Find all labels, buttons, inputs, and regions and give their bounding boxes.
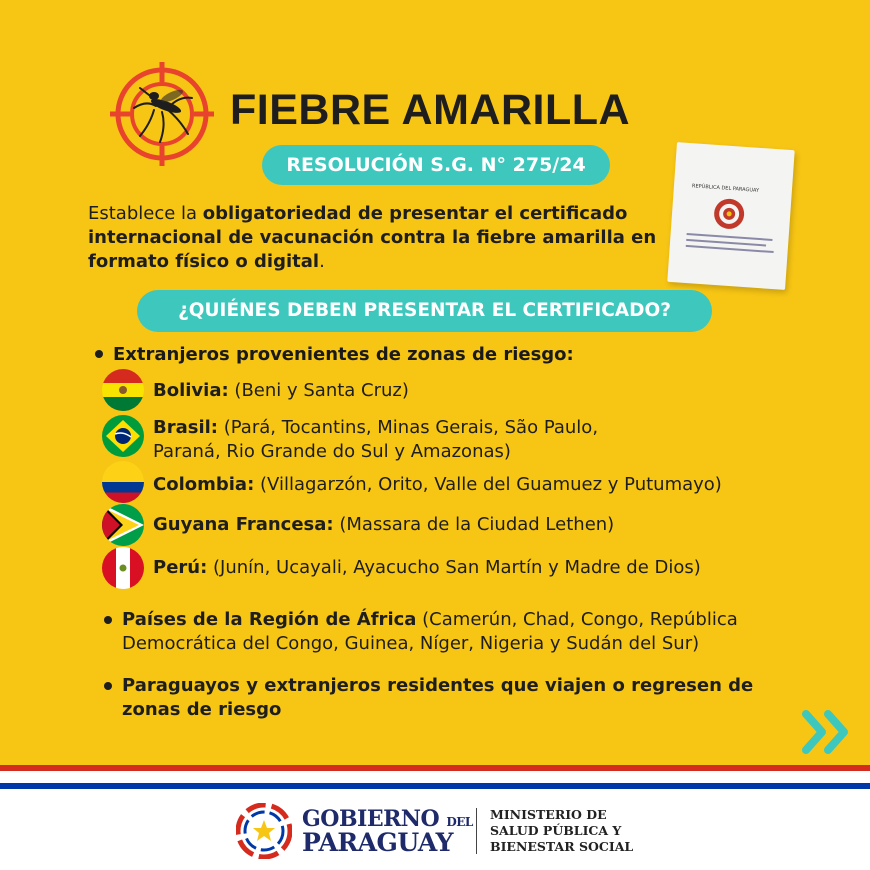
- intro-suffix: .: [319, 251, 325, 272]
- mosquito-target-icon: [110, 62, 214, 166]
- paraguay-flag-stripes: [0, 765, 870, 789]
- section-heading: Extranjeros provenientes de zonas de riesgo:: [113, 344, 574, 365]
- country-row: [153, 513, 614, 537]
- country-name: Bolivia:: [153, 380, 229, 401]
- ministry-line-1: MINISTERIO DE: [490, 807, 607, 822]
- bullet-icon: [104, 682, 112, 690]
- document-header: REPÚBLICA DEL PARAGUAY: [691, 183, 760, 194]
- africa-item: [122, 608, 822, 656]
- resolution-badge: RESOLUCIÓN S.G. N° 275/24: [262, 145, 610, 185]
- bullet-icon: [104, 616, 112, 624]
- paraguay-text: PARAGUAY: [302, 828, 453, 857]
- brazil-flag-icon: [102, 415, 144, 457]
- ministry-name: [490, 807, 633, 855]
- bullet-icon: [95, 350, 103, 358]
- country-name: Guyana Francesa:: [153, 514, 334, 535]
- country-regions: (Villagarzón, Orito, Valle del Guamuez y Putumayo): [260, 474, 722, 495]
- country-row: [153, 379, 409, 403]
- country-regions: (Beni y Santa Cruz): [234, 380, 409, 401]
- residents-item: Paraguayos y extranjeros residentes que viajen o regresen de zonas de riesgo: [122, 675, 754, 720]
- guyana-flag-icon: [102, 504, 144, 546]
- country-regions-continued: Paraná, Rio Grande do Sul y Amazonas): [153, 441, 511, 462]
- gobierno-paraguay-logo-icon: [236, 803, 292, 859]
- colombia-flag-icon: [102, 461, 144, 503]
- intro-prefix: Establece la: [88, 203, 203, 224]
- page-title: FIEBRE AMARILLA: [230, 86, 631, 134]
- gobierno-word: GOBIERNO: [302, 806, 440, 832]
- del-word: DEL: [446, 815, 473, 829]
- country-row: [153, 416, 598, 464]
- country-regions: (Junín, Ucayali, Ayacucho San Martín y Madre de Dios): [213, 557, 701, 578]
- country-row: [153, 473, 722, 497]
- who-section-badge: ¿QUIÉNES DEBEN PRESENTAR EL CERTIFICADO?: [137, 290, 712, 332]
- ministry-line-2: SALUD PÚBLICA Y: [490, 823, 622, 838]
- paraguay-seal-icon: [712, 197, 746, 231]
- country-name: Colombia:: [153, 474, 255, 495]
- intro-bold: obligatoriedad de presentar el certificado internacional de vacunación contra la fiebre amarilla en formato físico o digital: [88, 203, 657, 272]
- country-regions: (Pará, Tocantins, Minas Gerais, São Paulo,: [223, 417, 599, 438]
- country-row: [153, 556, 701, 580]
- country-name: Brasil:: [153, 417, 218, 438]
- ministry-line-3: BIENESTAR SOCIAL: [490, 839, 634, 854]
- intro-text: [88, 202, 678, 274]
- country-regions: (Massara de la Ciudad Lethen): [339, 514, 615, 535]
- country-name: Perú:: [153, 557, 208, 578]
- peru-flag-icon: [102, 547, 144, 589]
- bolivia-flag-icon: [102, 369, 144, 411]
- double-chevron-right-icon[interactable]: [800, 710, 854, 754]
- footer-divider: [476, 808, 477, 854]
- certificate-document-image: [667, 142, 794, 290]
- africa-countries: (Camerún, Chad, Congo, República Democrática del Congo, Guinea, Níger, Nigeria y Sudán del Sur): [122, 609, 738, 654]
- africa-heading: Países de la Región de África: [122, 609, 417, 630]
